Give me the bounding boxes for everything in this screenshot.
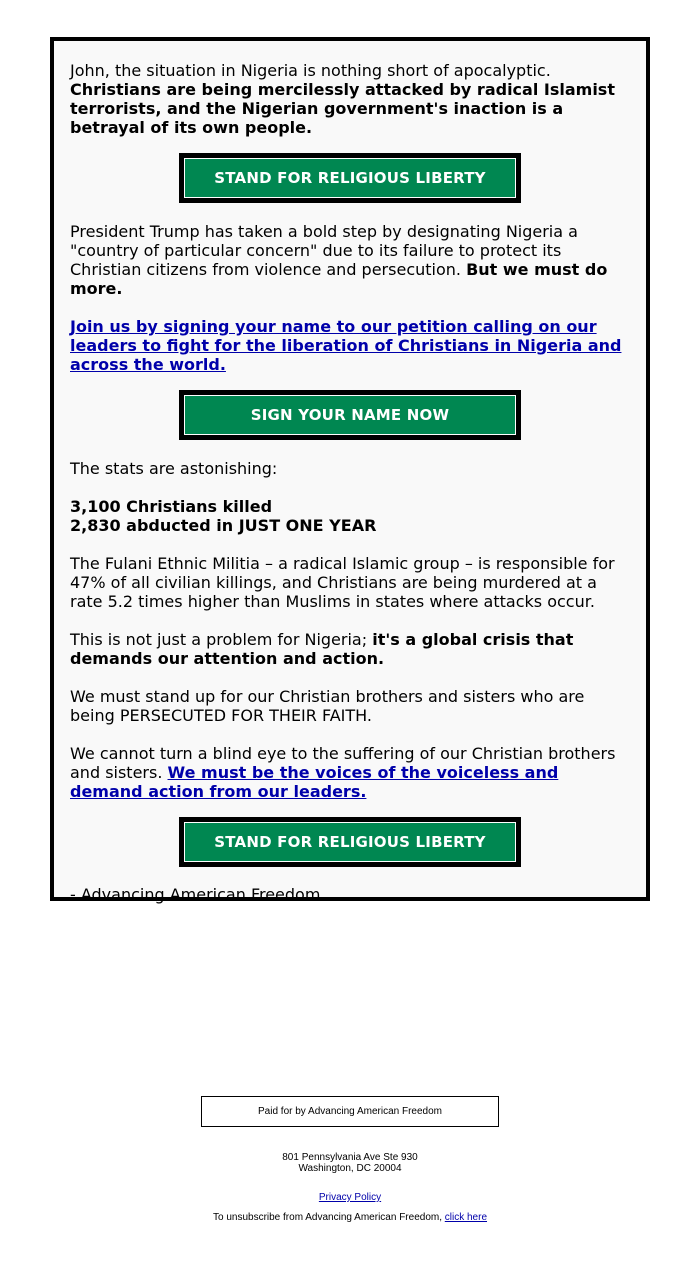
button-label: STAND FOR RELIGIOUS LIBERTY (184, 158, 516, 198)
paid-for-box (201, 1096, 499, 1127)
intro-bold-text: Christians are being mercilessly attacked by radical Islamist terrorists, and the Nigerian government's inaction is a betrayal of its own people. (70, 80, 615, 137)
stat-abducted: 2,830 abducted in JUST ONE YEAR (70, 516, 377, 535)
sign-your-name-button[interactable] (179, 390, 521, 440)
blind-eye-paragraph (70, 744, 630, 801)
privacy-policy-link[interactable]: Privacy Policy (318, 1192, 382, 1203)
stat-killed: 3,100 Christians killed (70, 497, 273, 516)
stats-intro: The stats are astonishing: (70, 459, 278, 478)
global-text: This is not just a problem for Nigeria; (70, 630, 373, 649)
email-card (50, 37, 650, 904)
stats-block (70, 497, 630, 535)
blind-eye-text: We cannot turn a blind eye to the suffering of our Christian brothers and sisters. (70, 744, 616, 782)
stand-for-religious-liberty-button-bottom[interactable] (179, 817, 521, 867)
button-label: SIGN YOUR NAME NOW (184, 395, 516, 435)
cta-row-3 (70, 817, 630, 867)
unsubscribe-row (0, 1212, 700, 1223)
signature: - Advancing American Freedom (70, 885, 321, 904)
cta-row-1 (70, 153, 630, 203)
militia-paragraph: The Fulani Ethnic Militia – a radical Islamic group – is responsible for 47% of all civilian killings, and Christians are being murdered at a rate 5.2 times higher than Muslims in states where attacks occur. (70, 554, 615, 611)
trump-paragraph (70, 222, 630, 298)
intro-paragraph (70, 61, 630, 137)
privacy-row (0, 1192, 700, 1203)
paid-for-text: Paid for by Advancing American Freedom (258, 1106, 442, 1117)
footer (0, 1096, 700, 1223)
email-body (70, 61, 630, 904)
global-bold-text: it's a global crisis that demands our attention and action. (70, 630, 574, 668)
petition-paragraph (70, 317, 630, 374)
address-line-2: Washington, DC 20004 (298, 1163, 402, 1174)
unsubscribe-text: To unsubscribe from Advancing American Freedom, (212, 1212, 445, 1223)
intro-text: John, the situation in Nigeria is nothing short of apocalyptic. (70, 61, 551, 80)
trump-text: President Trump has taken a bold step by designating Nigeria a "country of particular concern" due to its failure to protect its Christian citizens from violence and persecution. (70, 222, 578, 279)
address-line-1: 801 Pennsylvania Ave Ste 930 (282, 1152, 418, 1163)
trump-bold-text: But we must do more. (70, 260, 608, 298)
voices-link[interactable]: We must be the voices of the voiceless and demand action from our leaders. (70, 763, 559, 801)
global-crisis-paragraph (70, 630, 630, 668)
stand-for-religious-liberty-button[interactable] (179, 153, 521, 203)
petition-link[interactable]: Join us by signing your name to our petition calling on our leaders to fight for the liberation of Christians in Nigeria and across the world. (70, 317, 622, 374)
button-label: STAND FOR RELIGIOUS LIBERTY (184, 822, 516, 862)
stand-up-paragraph: We must stand up for our Christian brothers and sisters who are being PERSECUTED FOR THEIR FAITH. (70, 687, 585, 725)
cta-row-2 (70, 390, 630, 440)
unsubscribe-link[interactable]: click here (444, 1212, 488, 1223)
address (0, 1152, 700, 1174)
